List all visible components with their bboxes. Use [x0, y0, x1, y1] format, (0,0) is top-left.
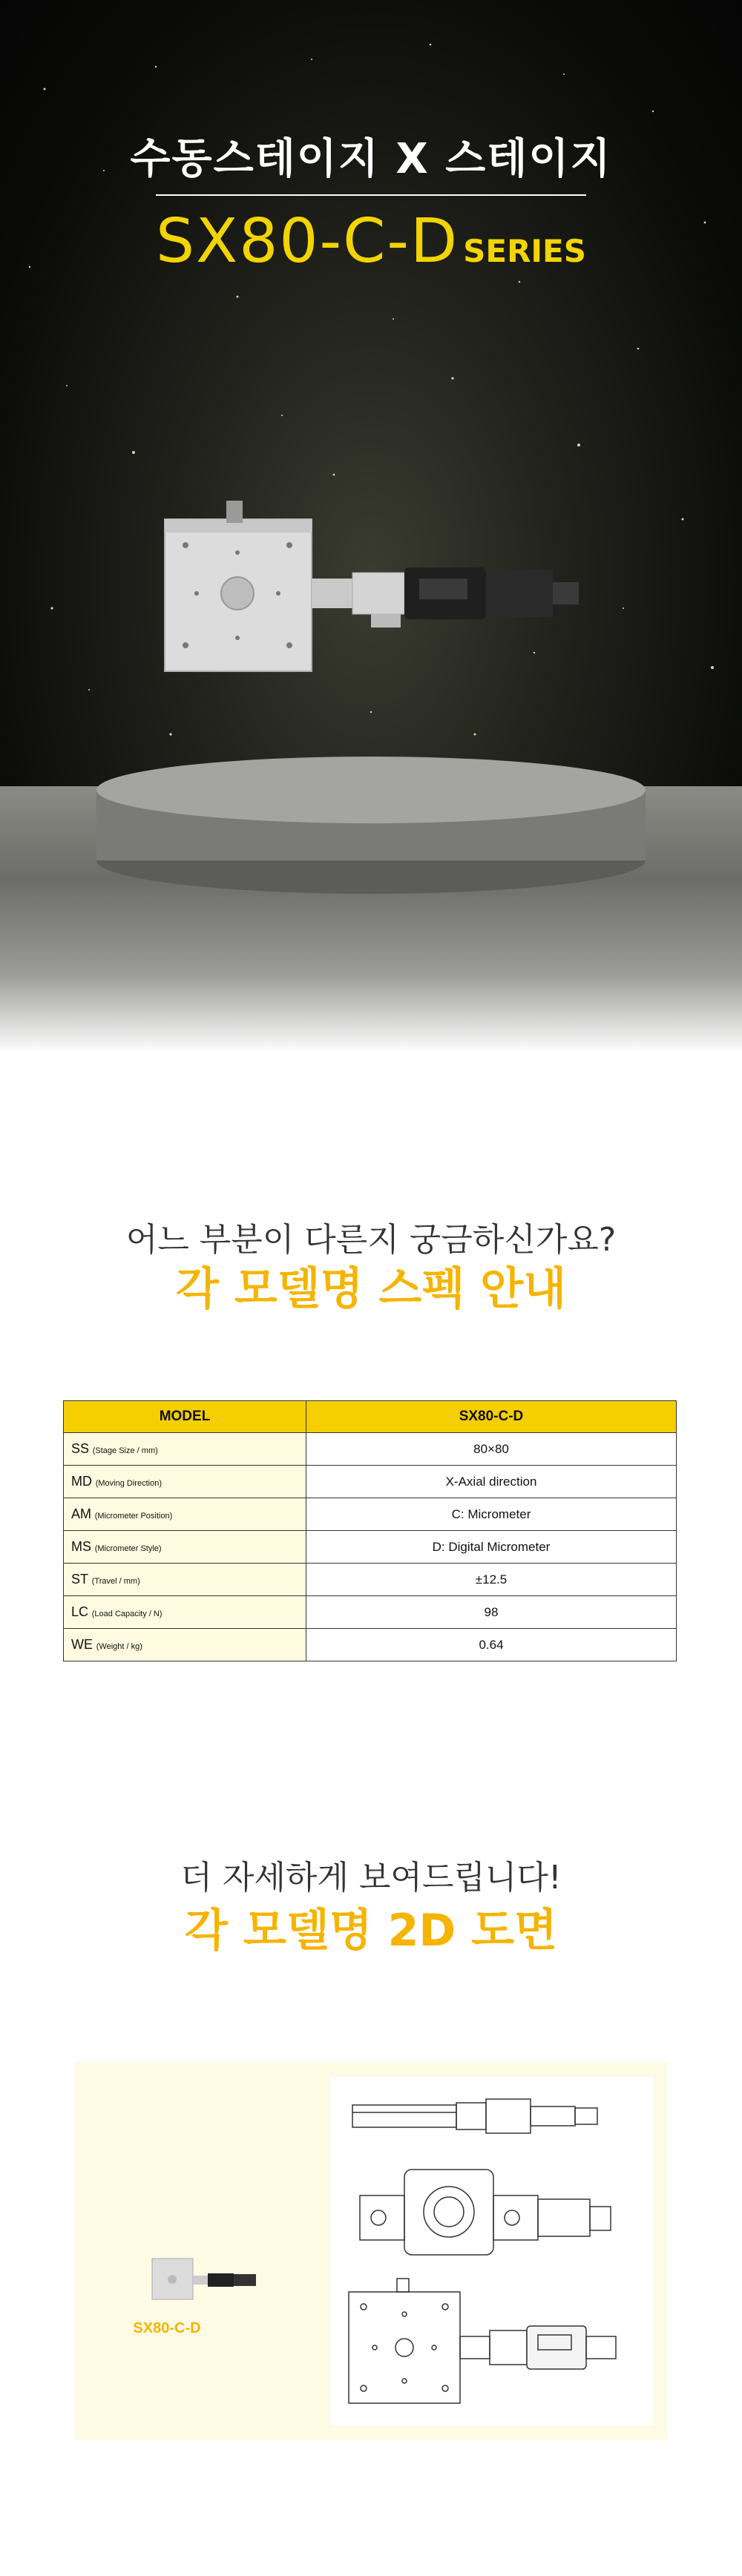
- spec-value: 98: [306, 1596, 677, 1629]
- spec-desc: (Micrometer Position): [94, 1512, 173, 1521]
- table-row: [64, 1466, 677, 1498]
- table-row: [64, 1564, 677, 1596]
- spec-label: [64, 1564, 306, 1596]
- spec-abbr: LC: [71, 1604, 89, 1619]
- spec-table-header-row: [64, 1401, 677, 1433]
- spec-value: 80×80: [306, 1433, 677, 1466]
- spec-value: X-Axial direction: [306, 1466, 677, 1498]
- spec-abbr: MD: [71, 1474, 92, 1489]
- table-row: [64, 1596, 677, 1629]
- spec-desc: (Micrometer Style): [94, 1544, 162, 1553]
- spec-header-value: SX80-C-D: [306, 1401, 677, 1433]
- technical-drawing: [330, 2077, 653, 2425]
- drawing-section-heading: 각 모델명 2D 도면: [185, 1905, 557, 1957]
- spec-value: 0.64: [306, 1629, 677, 1661]
- spec-label: [64, 1466, 306, 1498]
- 2d-drawing-sheet: [330, 2077, 653, 2425]
- spec-label: [64, 1629, 306, 1661]
- spec-desc: (Travel / mm): [91, 1577, 140, 1586]
- spec-header-model: MODEL: [64, 1401, 306, 1433]
- spec-abbr: AM: [71, 1506, 91, 1521]
- spec-desc: (Moving Direction): [95, 1479, 162, 1488]
- hero-title: 수동스테이지 X 스테이지: [130, 135, 612, 183]
- table-row: [64, 1629, 677, 1661]
- spec-label: [64, 1531, 306, 1564]
- drawing-product-label: SX80-C-D: [133, 2320, 201, 2336]
- spec-abbr: MS: [71, 1539, 91, 1554]
- product-thumbnail: [148, 2251, 297, 2310]
- spec-value: D: Digital Micrometer: [306, 1531, 677, 1564]
- hero-series-label: SERIES: [463, 233, 586, 269]
- spec-desc: (Weight / kg): [96, 1642, 142, 1651]
- drawing-panel: [74, 2062, 668, 2440]
- table-row: [64, 1498, 677, 1531]
- spec-desc: (Load Capacity / N): [91, 1610, 162, 1618]
- spec-desc: (Stage Size / mm): [92, 1446, 158, 1455]
- table-row: [64, 1531, 677, 1564]
- drawing-section-subtitle: 더 자세하게 보여드립니다!: [180, 1859, 562, 1897]
- spec-label: [64, 1498, 306, 1531]
- spec-table: [63, 1400, 677, 1661]
- hero-model-code: SX80-C-D: [155, 206, 459, 277]
- product-render: [0, 0, 742, 1053]
- table-row: [64, 1433, 677, 1466]
- spec-abbr: ST: [71, 1572, 89, 1587]
- spec-section-subtitle: 어느 부분이 다른지 궁금하신가요?: [125, 1221, 617, 1259]
- spec-value: ±12.5: [306, 1564, 677, 1596]
- spec-value: C: Micrometer: [306, 1498, 677, 1531]
- spec-label: [64, 1596, 306, 1629]
- spec-abbr: SS: [71, 1441, 90, 1456]
- spec-label: [64, 1433, 306, 1466]
- spec-section-heading: 각 모델명 스펙 안내: [175, 1263, 567, 1315]
- hero-banner: [0, 0, 742, 1053]
- spec-abbr: WE: [71, 1637, 93, 1652]
